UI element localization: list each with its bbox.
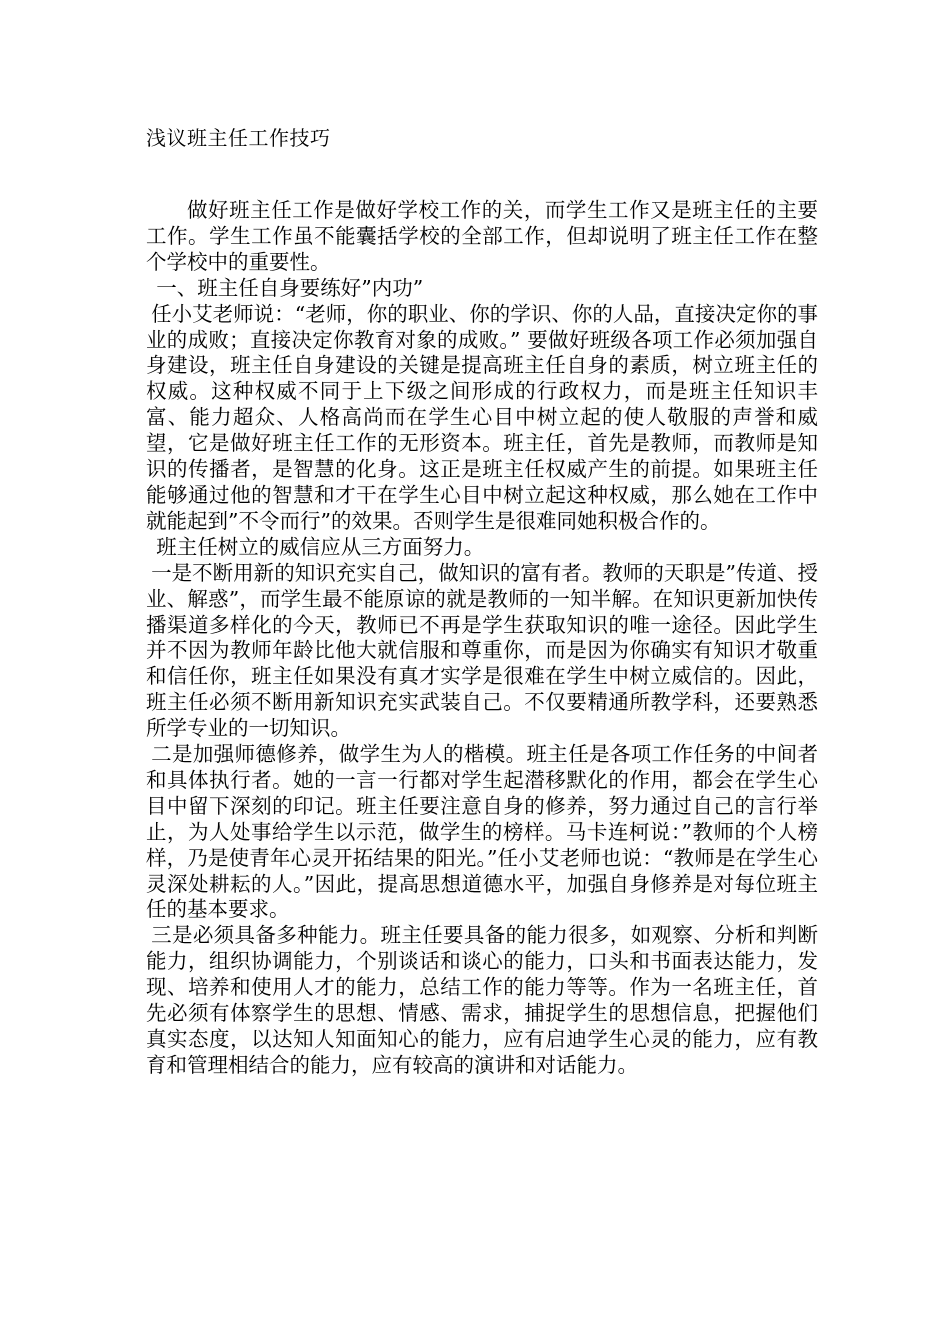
document-title: 浅议班主任工作技巧 — [146, 126, 331, 150]
document-body — [146, 198, 818, 1079]
section-heading: 一、班主任自身要练好”内功” — [156, 275, 424, 300]
body-paragraph: 任小艾老师说：“老师，你的职业、你的学识、你的人品，直接决定你的事业的成败；直接决定你教育对象的成败。” 要做好班级各项工作必须加强自身建设，班主任自身建设的关键是提高班主任自身的素质，树立班主任的权威。这种权威不同于上下级之间形成的行政权力，而是班主任知识丰富、能力超众、人格高尚而在学生心目中树立起的使人敬服的声誉和威望，它是做好班主任工作的无形资本。班主任，首先是教师，而教师是知识的传播者，是智慧的化身。这正是班主任权威产生的前提。如果班主任能够通过他的智慧和才干在学生心目中树立起这种权威，那么她在工作中就能起到”不令而行”的效果。否则学生是很难同她积极合作的。 — [146, 301, 818, 533]
body-paragraph: 一是不断用新的知识充实自己，做知识的富有者。教师的天职是”传道、授业、解惑”，而学生最不能原谅的就是教师的一知半解。在知识更新加快传播渠道多样化的今天，教师已不再是学生获取知识的唯一途径。因此学生并不因为教师年龄比他大就信服和尊重你，而是因为你确实有知识才敬重和信任你，班主任如果没有真才实学是很难在学生中树立威信的。因此，班主任必须不断用新知识充实武装自己。不仅要精通所教学科，还要熟悉所学专业的一切知识。 — [146, 560, 818, 741]
intro-paragraph: 做好班主任工作是做好学校工作的关，而学生工作又是班主任的主要工作。学生工作虽不能囊括学校的全部工作，但却说明了班主任工作在整个学校中的重要性。 — [146, 198, 818, 274]
body-paragraph: 三是必须具备多种能力。班主任要具备的能力很多，如观察、分析和判断能力，组织协调能力，个别谈话和谈心的能力，口头和书面表达能力，发现、培养和使用人才的能力，总结工作的能力等等。作为一名班主任，首先必须有体察学生的思想、情感、需求，捕捉学生的思想信息，把握他们真实态度，以达知人知面知心的能力，应有启迪学生心灵的能力，应有教育和管理相结合的能力，应有较高的演讲和对话能力。 — [146, 923, 818, 1077]
body-paragraph: 二是加强师德修养，做学生为人的楷模。班主任是各项工作任务的中间者和具体执行者。她的一言一行都对学生起潜移默化的作用，都会在学生心目中留下深刻的印记。班主任要注意自身的修养，努力通过自己的言行举止，为人处事给学生以示范，做学生的榜样。马卡连柯说：”教师的个人榜样，乃是使青年心灵开拓结果的阳光。”任小艾老师也说：“教师是在学生心灵深处耕耘的人。”因此，提高思想道德水平，加强自身修养是对每位班主任的基本要求。 — [146, 742, 818, 922]
body-paragraph: 班主任树立的威信应从三方面努力。 — [156, 534, 485, 559]
